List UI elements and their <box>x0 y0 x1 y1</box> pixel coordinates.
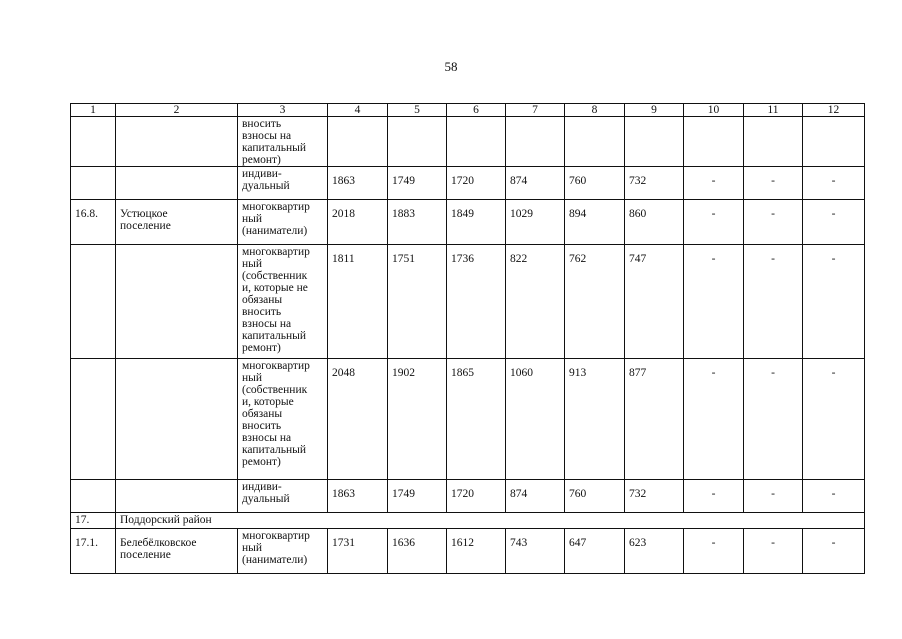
row-value: - <box>744 167 803 200</box>
table-row <box>71 167 865 200</box>
row-district: Белебёлковское поселение <box>116 529 238 574</box>
row-code <box>71 480 116 513</box>
section-code: 17. <box>71 513 116 529</box>
row-value: - <box>744 245 803 359</box>
row-value: - <box>803 529 865 574</box>
table-row <box>71 480 865 513</box>
row-value: 874 <box>506 480 565 513</box>
row-value: 1863 <box>328 167 388 200</box>
header-cell: 11 <box>744 104 803 117</box>
row-value: - <box>803 359 865 480</box>
table-row <box>71 200 865 245</box>
row-code <box>71 117 116 167</box>
row-housing-type: многоквартир ный (наниматели) <box>238 200 328 245</box>
row-value: - <box>684 200 744 245</box>
row-code <box>71 245 116 359</box>
table-row <box>71 245 865 359</box>
row-value: 1749 <box>388 167 447 200</box>
header-cell: 1 <box>71 104 116 117</box>
row-value: 860 <box>625 200 684 245</box>
row-district <box>116 359 238 480</box>
row-value: 1636 <box>388 529 447 574</box>
row-value <box>328 117 388 167</box>
row-value: 760 <box>565 480 625 513</box>
row-value: 1863 <box>328 480 388 513</box>
row-value: 874 <box>506 167 565 200</box>
table-row <box>71 117 865 167</box>
row-code <box>71 167 116 200</box>
row-value: - <box>803 167 865 200</box>
row-value: - <box>744 200 803 245</box>
header-cell: 12 <box>803 104 865 117</box>
row-value: 1883 <box>388 200 447 245</box>
row-value: 760 <box>565 167 625 200</box>
row-value: - <box>684 480 744 513</box>
row-value: 877 <box>625 359 684 480</box>
row-district: Устюцкое поселение <box>116 200 238 245</box>
row-value: 913 <box>565 359 625 480</box>
row-housing-type: индиви- дуальный <box>238 480 328 513</box>
row-value: - <box>684 529 744 574</box>
row-value: 623 <box>625 529 684 574</box>
section-title: Поддорский район <box>116 513 865 529</box>
row-value: 743 <box>506 529 565 574</box>
row-value: 1029 <box>506 200 565 245</box>
row-value <box>625 117 684 167</box>
row-value: 1731 <box>328 529 388 574</box>
table-body <box>71 104 865 574</box>
row-value: - <box>803 245 865 359</box>
row-value: - <box>684 245 744 359</box>
row-value: 1736 <box>447 245 506 359</box>
header-cell: 2 <box>116 104 238 117</box>
page-number: 58 <box>444 59 458 74</box>
row-housing-type: вносить взносы на капитальный ремонт) <box>238 117 328 167</box>
row-value <box>388 117 447 167</box>
row-value: 1865 <box>447 359 506 480</box>
header-cell: 8 <box>565 104 625 117</box>
row-value <box>565 117 625 167</box>
row-value: 1849 <box>447 200 506 245</box>
table-row <box>71 529 865 574</box>
row-value: - <box>744 480 803 513</box>
header-cell: 6 <box>447 104 506 117</box>
row-housing-type: многоквартир ный (собственник и, которые не обязаны вносить взносы на капитальный ремонт) <box>238 245 328 359</box>
tariff-table <box>70 103 865 574</box>
row-value <box>684 117 744 167</box>
row-value: 1749 <box>388 480 447 513</box>
row-value: 732 <box>625 480 684 513</box>
row-value: 1720 <box>447 167 506 200</box>
row-value <box>744 117 803 167</box>
row-value: 2048 <box>328 359 388 480</box>
row-district <box>116 117 238 167</box>
row-code: 17.1. <box>71 529 116 574</box>
row-code: 16.8. <box>71 200 116 245</box>
row-value: 1902 <box>388 359 447 480</box>
row-value: - <box>744 359 803 480</box>
header-cell: 7 <box>506 104 565 117</box>
row-value: - <box>684 167 744 200</box>
row-value <box>803 117 865 167</box>
row-housing-type: многоквартир ный (наниматели) <box>238 529 328 574</box>
row-housing-type: индиви- дуальный <box>238 167 328 200</box>
row-code <box>71 359 116 480</box>
row-value: - <box>744 529 803 574</box>
row-value: 2018 <box>328 200 388 245</box>
row-value: 894 <box>565 200 625 245</box>
row-value: 1612 <box>447 529 506 574</box>
header-row <box>71 104 865 117</box>
row-value: 1720 <box>447 480 506 513</box>
row-value: - <box>803 480 865 513</box>
row-district <box>116 245 238 359</box>
row-value: 647 <box>565 529 625 574</box>
row-district <box>116 167 238 200</box>
section-row <box>71 513 865 529</box>
row-value <box>447 117 506 167</box>
header-cell: 10 <box>684 104 744 117</box>
row-value: - <box>803 200 865 245</box>
row-district <box>116 480 238 513</box>
row-value: 747 <box>625 245 684 359</box>
row-value: 1060 <box>506 359 565 480</box>
row-value: 732 <box>625 167 684 200</box>
row-value: 1751 <box>388 245 447 359</box>
header-cell: 3 <box>238 104 328 117</box>
row-value <box>506 117 565 167</box>
header-cell: 9 <box>625 104 684 117</box>
row-value: 1811 <box>328 245 388 359</box>
header-cell: 5 <box>388 104 447 117</box>
row-housing-type: многоквартир ный (собственник и, которые обязаны вносить взносы на капитальный ремонт) <box>238 359 328 480</box>
row-value: 762 <box>565 245 625 359</box>
table-row <box>71 359 865 480</box>
row-value: - <box>684 359 744 480</box>
row-value: 822 <box>506 245 565 359</box>
header-cell: 4 <box>328 104 388 117</box>
